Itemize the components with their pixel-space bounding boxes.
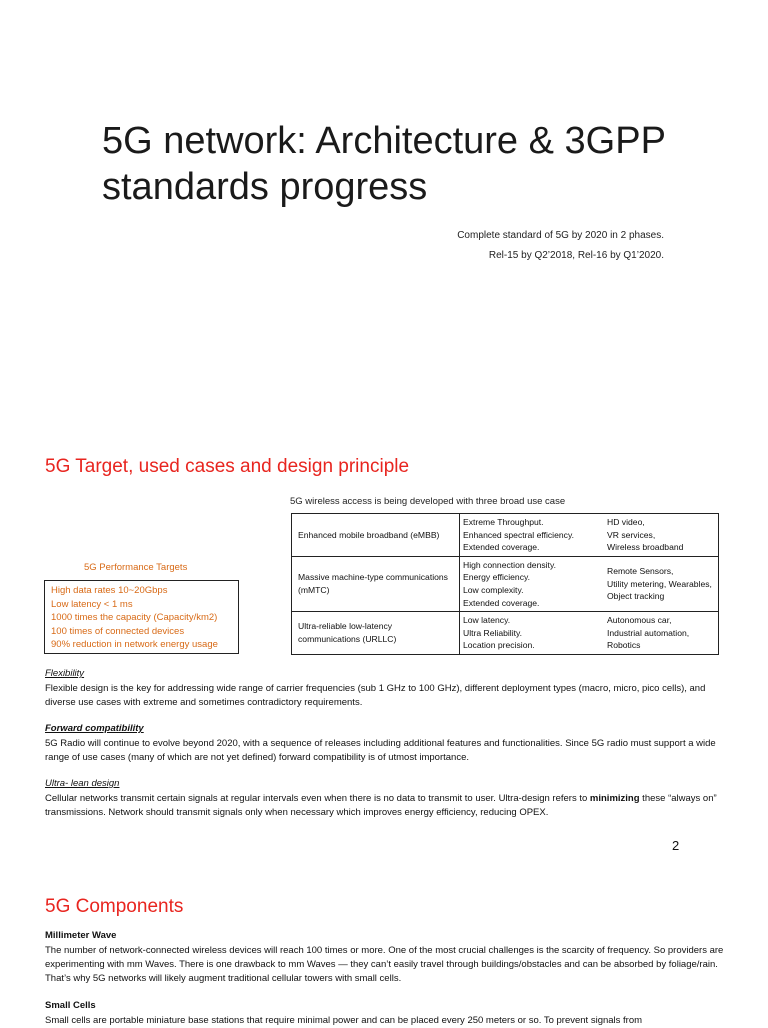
usecase-name: Ultra-reliable low-latency communications (URLLC): [292, 612, 460, 655]
forward-compat-text: 5G Radio will continue to evolve beyond 2020, with a sequence of releases including additional features and functionalities. Since 5G radio must support a wide range of use cases (many of which are not yet defined) forward compatibility is of utmost importance.: [45, 738, 716, 763]
flexibility-heading: Flexibility: [45, 668, 85, 679]
usecase-table: [291, 513, 719, 655]
perf-target-item: High data rates 10~20Gbps: [51, 585, 168, 596]
smallcells-text: Small cells are portable miniature base stations that require minimal power and can be placed every 250 meters or so. To prevent signals from: [45, 1015, 643, 1026]
usecase-features: Low latency. Ultra Reliability. Location precision.: [460, 612, 605, 655]
subtitle-line-1: Complete standard of 5G by 2020 in 2 phases.: [457, 230, 664, 241]
smallcells-heading: Small Cells: [45, 1000, 96, 1011]
usecase-name: Enhanced mobile broadband (eMBB): [292, 514, 460, 557]
section-heading-targets: 5G Target, used cases and design principle: [45, 456, 410, 477]
flexibility-text: Flexible design is the key for addressing wide range of carrier frequencies (sub 1 GHz to 100 GHz), different deployment types (macro, micro, pico cells), and diverse use cases with extreme and sometimes contradictory requirements.: [45, 683, 706, 708]
mmwave-text: The number of network-connected wireless devices will reach 100 times or more. One of the most crucial challenges is the scarcity of frequency. So providers are experimenting with mm Waves. There is one drawback to mm Waves — they can’t easily travel through buildings/obstacles and can be absorbed by foliage/rain. That’s why 5G networks will likely augment traditional cellular towers with small cells.: [45, 945, 724, 984]
performance-targets-caption: 5G Performance Targets: [84, 562, 188, 573]
section-heading-components: 5G Components: [45, 896, 184, 917]
usecase-examples: Remote Sensors, Utility metering, Wearables, Object tracking: [604, 556, 719, 611]
page-number: 2: [672, 838, 680, 853]
perf-target-item: 90% reduction in network energy usage: [51, 639, 218, 651]
usecase-features: Extreme Throughput. Enhanced spectral efficiency. Extended coverage.: [460, 514, 605, 557]
usecase-table-caption: 5G wireless access is being developed with three broad use case: [290, 496, 566, 507]
forward-compat-heading: Forward compatibility: [45, 723, 144, 734]
table-row: [292, 612, 719, 655]
performance-targets-box: [44, 580, 239, 654]
table-row: [292, 514, 719, 557]
page-title: 5G network: Architecture & 3GPP standards progress: [102, 120, 666, 208]
perf-target-item: 1000 times the capacity (Capacity/km2): [51, 612, 218, 624]
usecase-features: High connection density. Energy efficiency. Low complexity. Extended coverage.: [460, 556, 605, 611]
perf-target-item: 100 times of connected devices: [51, 625, 185, 637]
perf-target-item: Low latency < 1 ms: [51, 598, 133, 610]
usecase-examples: HD video, VR services, Wireless broadband: [604, 514, 719, 557]
usecase-name: Massive machine-type communications (mMTC): [292, 556, 460, 611]
lean-design-heading: Ultra- lean design: [45, 778, 120, 789]
table-row: [292, 556, 719, 611]
usecase-examples: Autonomous car, Industrial automation, Robotics: [604, 612, 719, 655]
lean-design-text: Cellular networks transmit certain signals at regular intervals even when there is no data to transmit to user. Ultra-design refers to minimizing these “always on” transmissions. Network should transmit signals only when necessary which improves energy efficiency, reducing OPEX.: [45, 793, 717, 818]
subtitle-line-2: Rel-15 by Q2’2018, Rel-16 by Q1’2020.: [488, 250, 664, 261]
mmwave-heading: Millimeter Wave: [45, 930, 117, 941]
